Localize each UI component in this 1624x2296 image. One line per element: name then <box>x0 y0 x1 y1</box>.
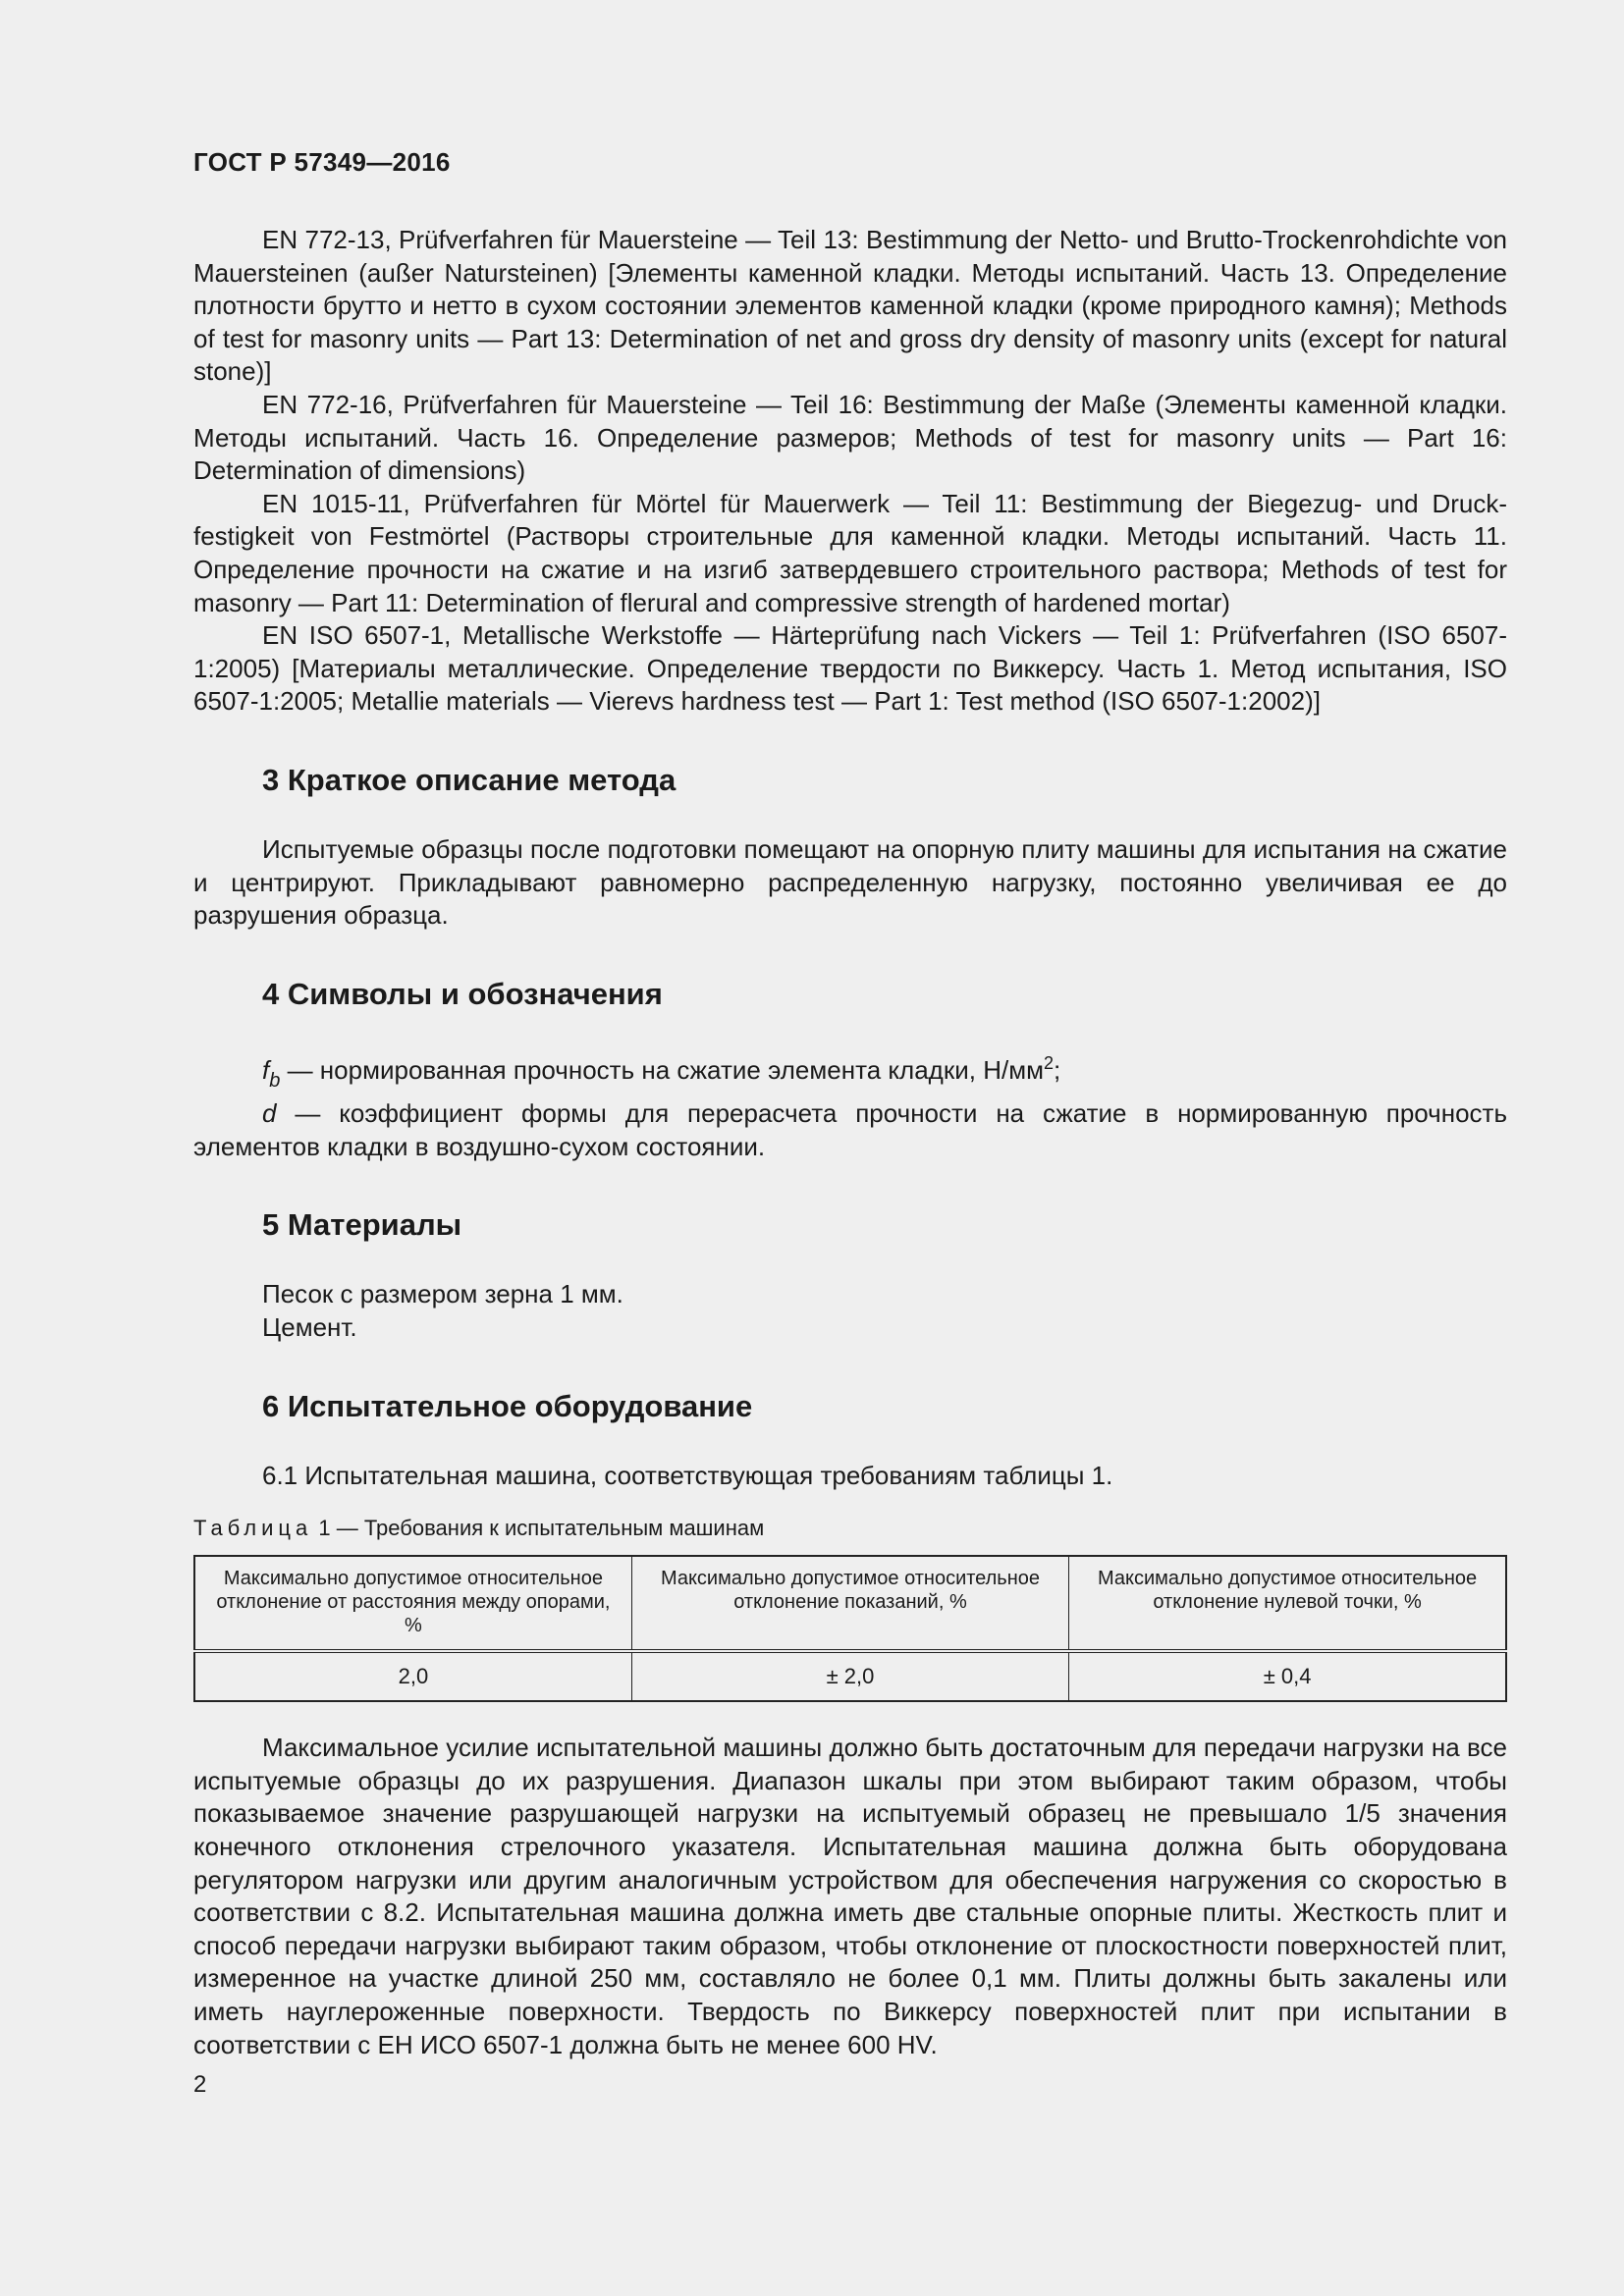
reference-item: EN 1015-11, Prüfverfahren für Mörtel für Mauerwerk — Teil 11: Bestimmung der Biegezug- und Druck-festigkeit von Festmörtel (Растворы строительные для каменной кладки. Методы испытаний. Часть 11. Определение прочности на сжатие и на изгиб затвердевшего строительного раствора; Methods of test for masonry — Part 11: Determination of flerural and compressive strength of hardened mortar) <box>193 488 1507 617</box>
symbol-fb-text: — нормированная прочность на сжатие элемента кладки, Н/мм <box>280 1054 1044 1085</box>
section-6-title: 6 Испытательное оборудование <box>262 1388 753 1423</box>
table-caption-text: 1 — Требования к испытательным машинам <box>318 1516 765 1541</box>
section-6-machine-text: Максимальное усилие испытательной машины должно быть достаточным для передачи нагрузки на все испытуемые образцы до их разрушения. Диапазон шкалы при этом выбирают таким образом, чтобы показываемое значение разрушающей нагрузки на испытуемый образец не превышало 1/5 значения конечного отклонения стрелочного указателя. Испытательная машина должна быть оборудована регулятором нагрузки или другим аналогичным устройством для обеспечения нагружения со скоростью в соответствии с 8.2. Испытательная машина должна иметь две стальные опорные плиты. Жесткость плит и способ передачи нагрузки выбирают таким образом, чтобы отклонение от плоскостности поверхностей плит, измеренное на участке длиной 250 мм, составляло не более 0,1 мм. Плиты должны быть закалены или иметь науглероженные поверхности. Твердость по Виккерсу поверхностей плит при испытании в соответствии с ЕН ИСО 6507-1 должна быть не менее 600 HV. <box>193 1733 1507 2059</box>
section-5-title: 5 Материалы <box>262 1207 462 1243</box>
table-cell: ± 2,0 <box>631 1651 1068 1701</box>
section-6-1-text: 6.1 Испытательная машина, соответствующая требованиям таблицы 1. <box>262 1460 1113 1490</box>
table-header-cell: Максимально допустимое относительное отклонение от расстояния между опорами, % <box>194 1556 631 1651</box>
symbol-d-definition <box>193 1097 1507 1163</box>
table-header-row <box>194 1556 1506 1651</box>
symbol-d-var: d <box>262 1098 277 1129</box>
page-number: 2 <box>193 2071 207 2098</box>
table-caption <box>193 1516 1507 1541</box>
table-row <box>194 1651 1506 1701</box>
reference-item: EN ISO 6507-1, Metallische Werkstoffe — Härteprüfung nach Vickers — Teil 1: Prüfverfahren (ISO 6507-1:2005) [Материалы металлические. Определение твердости по Виккерсу. Часть 1. Метод испытания, ISO 6507-1:2005; Metallie materials — Vierevs hardness test — Part 1: Test method (ISO 6507-1:2002)] <box>193 620 1507 717</box>
table-cell: ± 0,4 <box>1069 1651 1506 1701</box>
materials-cement: Цемент. <box>262 1312 357 1343</box>
table-caption-label: Таблица <box>193 1516 313 1541</box>
table-cell: 2,0 <box>194 1651 631 1701</box>
reference-list <box>193 224 1507 719</box>
symbol-fb-var: f <box>262 1054 270 1085</box>
reference-item: EN 772-16, Prüfverfahren für Mauersteine — Teil 16: Bestimmung der Maße (Элементы каменной кладки. Методы испытаний. Часть 16. Определение размеров; Methods of test for masonry units — Part 16: Determination of dimensions) <box>193 389 1507 486</box>
document-header: ГОСТ Р 57349—2016 <box>193 147 451 177</box>
symbol-d-text: — коэффициент формы для перерасчета прочности на сжатие в нормированную прочность элементов кладки в воздушно-сухом состоянии. <box>193 1098 1507 1161</box>
section-3-text: Испытуемые образцы после подготовки помещают на опорную плиту машины для испытания на сжатие и центрируют. Прикладывают равномерно распределенную нагрузку, постоянно увеличивая ее до разрушения образца. <box>193 833 1507 931</box>
symbol-fb-definition <box>193 1047 1507 1098</box>
symbol-fb-superscript: 2 <box>1043 1052 1054 1073</box>
table-header-cell: Максимально допустимое относительное отклонение нулевой точки, % <box>1069 1556 1506 1651</box>
requirements-table <box>193 1555 1507 1702</box>
symbol-fb-end: ; <box>1053 1054 1061 1085</box>
document-body <box>193 224 1507 2061</box>
table-header-cell: Максимально допустимое относительное отклонение показаний, % <box>631 1556 1068 1651</box>
reference-item: EN 772-13, Prüfverfahren für Mauersteine — Teil 13: Bestimmung der Netto- und Brutto-Trockenrohdichte von Mauersteinen (außer Natursteinen) [Элементы каменной кладки. Методы испытаний. Часть 13. Определение плотности брутто и нетто в сухом состоянии элементов каменной кладки (кроме природного камня); Methods of test for masonry units — Part 13: Determination of net and gross dry density of masonry units (except for natural stone)] <box>193 225 1507 387</box>
section-4-title: 4 Символы и обозначения <box>262 976 663 1011</box>
symbol-fb-subscript: b <box>269 1069 281 1092</box>
section-3-title: 3 Краткое описание метода <box>262 762 677 797</box>
materials-sand: Песок с размером зерна 1 мм. <box>262 1279 623 1309</box>
